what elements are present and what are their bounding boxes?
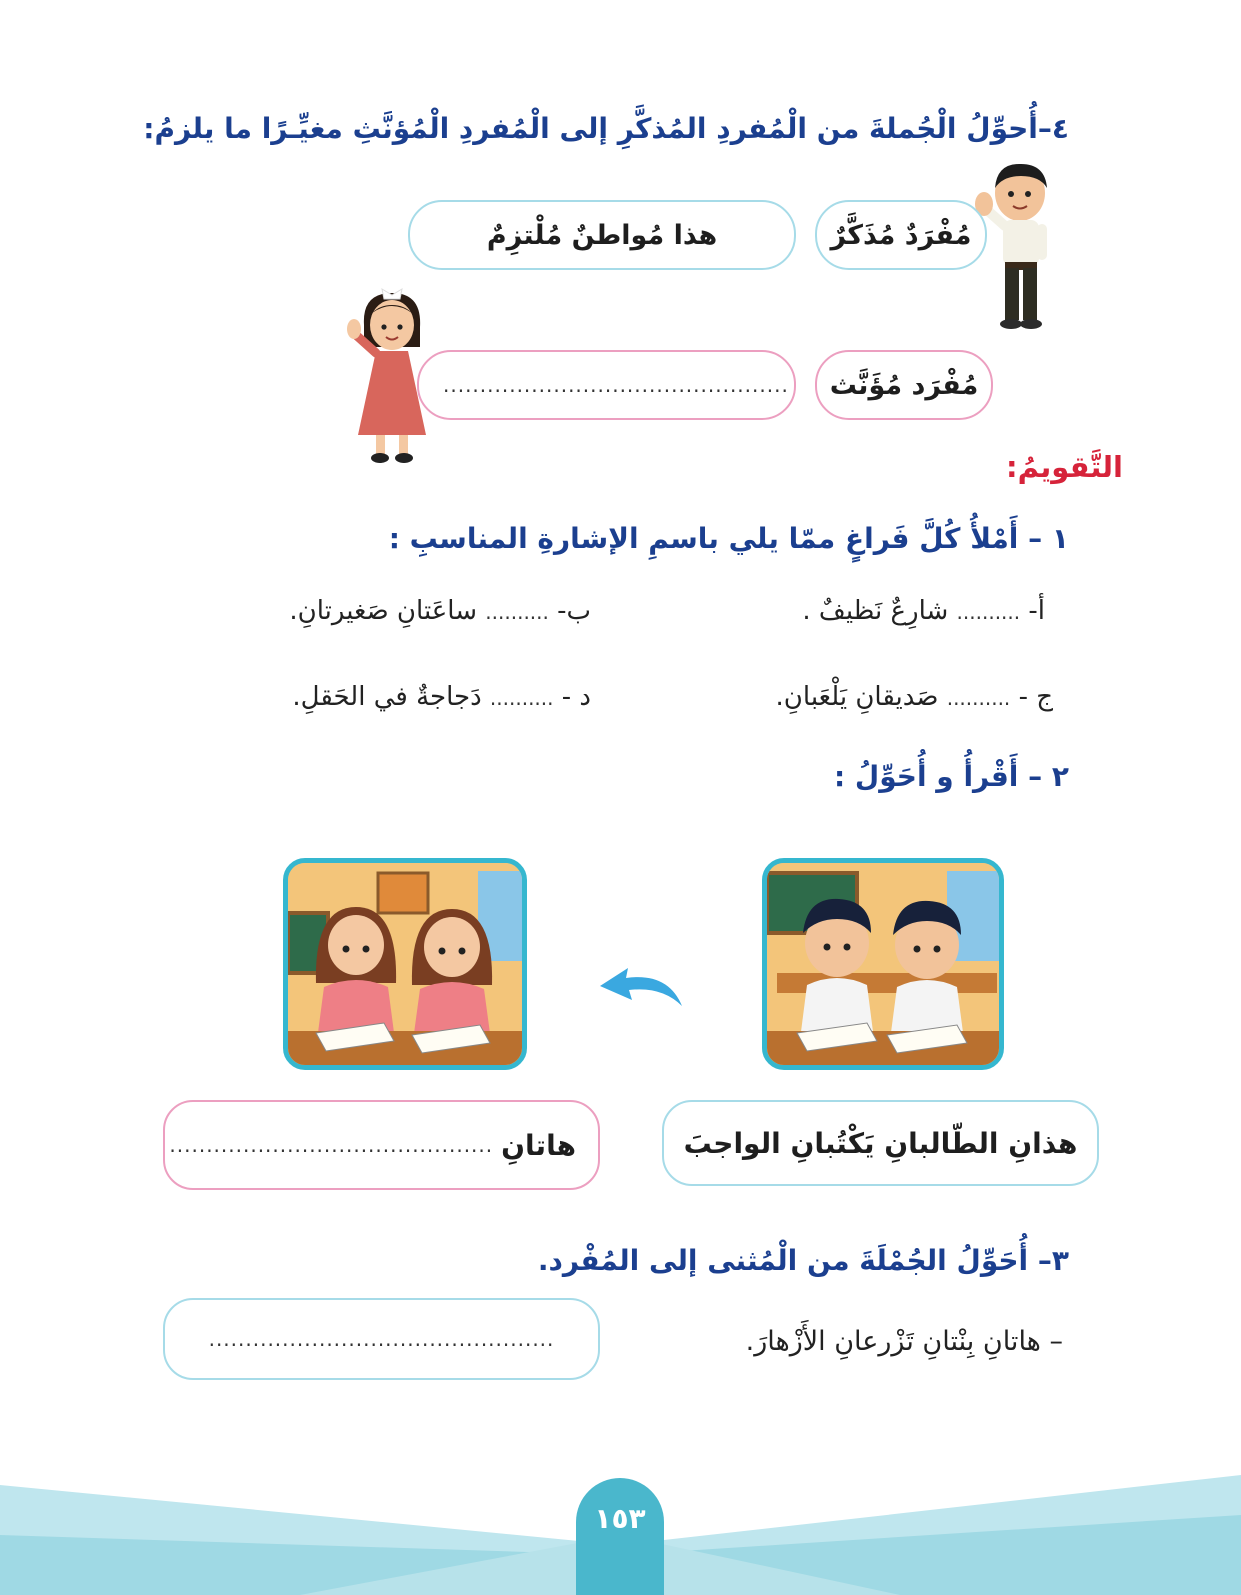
q3-title: ٣– أُحَوِّلُ الجُمْلَةَ من الْمُثنى إلى المُفْرد. [537, 1244, 1069, 1277]
answer-blank: ............................................ [169, 1133, 494, 1157]
q1-item-c: ج - .......... صَديقانِ يَلْعَبانِ. [775, 682, 1053, 712]
evaluation-title: التَّقويمُ: [1006, 450, 1123, 484]
curved-arrow-icon [598, 964, 686, 1012]
two-boys-writing-image [762, 858, 1004, 1070]
q1-item-b: ب- .......... ساعَتانِ صَغيرتانِ. [289, 596, 591, 626]
q3-sentence: – هاتانِ بِنْتانِ تَزْرعانِ الأَزْهارَ. [745, 1326, 1063, 1357]
q3-number: ٣ [1051, 1244, 1069, 1277]
blank[interactable]: .......... [485, 600, 549, 624]
q3-title-text: أُحَوِّلُ الجُمْلَةَ من الْمُثنى إلى المُفْرد. [537, 1244, 1029, 1277]
q1-title: ١ – أَمْلأُ كُلَّ فَراغٍ ممّا يلي باسمِ الإشارةِ المناسبِ : [388, 522, 1069, 555]
blank[interactable]: .......... [946, 686, 1011, 710]
two-girls-writing-image [283, 858, 527, 1070]
feminine-answer-box[interactable] [417, 350, 796, 420]
q1-item-a: أ- .......... شارِعٌ نَظيفٌ . [802, 596, 1045, 626]
answer-blank: ............................................... [443, 373, 789, 397]
q1-number: ١ [1051, 522, 1069, 555]
q1-title-text: أَمْلأُ كُلَّ فَراغٍ ممّا يلي باسمِ الإشارةِ المناسبِ : [388, 522, 1019, 555]
q1-item-d: د - .......... دَجاجةٌ في الحَقلِ. [292, 682, 591, 712]
q2-title-text: أَقْرأُ و أُحَوِّلُ : [833, 760, 1019, 793]
q2-number: ٢ [1051, 760, 1069, 793]
answer-start-word: هاتانِ [501, 1128, 576, 1162]
answer-blank: ............................................... [208, 1327, 555, 1351]
masculine-singular-label: مُفْرَدٌ مُذَكَّرٌ [815, 200, 987, 270]
dual-masculine-sentence-box: هذانِ الطّالبانِ يَكْتُبانِ الواجبَ [662, 1100, 1099, 1186]
q4-number: ٤ [1051, 112, 1069, 145]
dual-feminine-answer-box[interactable] [163, 1100, 600, 1190]
q4-title-text: أُحوِّلُ الْجُملةَ من الْمُفردِ المُذكَّرِ إلى الْمُفردِ الْمُؤنَّثِ مغيِّـرًا ما يلزمُ: [143, 112, 1038, 145]
q4-title: ٤–أُحوِّلُ الْجُملةَ من الْمُفردِ المُذكَّرِ إلى الْمُفردِ الْمُؤنَّثِ مغيِّـرًا ما يلزمُ: [143, 112, 1069, 145]
q3-answer-box[interactable] [163, 1298, 600, 1380]
masculine-sentence-box: هذا مُواطنٌ مُلْتزِمٌ [408, 200, 796, 270]
blank[interactable]: .......... [956, 600, 1021, 624]
page-number: ١٥٣ [576, 1478, 664, 1595]
feminine-singular-label: مُفْرَد مُؤَنَّث [815, 350, 993, 420]
q2-title: ٢ – أَقْرأُ و أُحَوِّلُ : [833, 760, 1069, 793]
blank[interactable]: .......... [489, 686, 554, 710]
